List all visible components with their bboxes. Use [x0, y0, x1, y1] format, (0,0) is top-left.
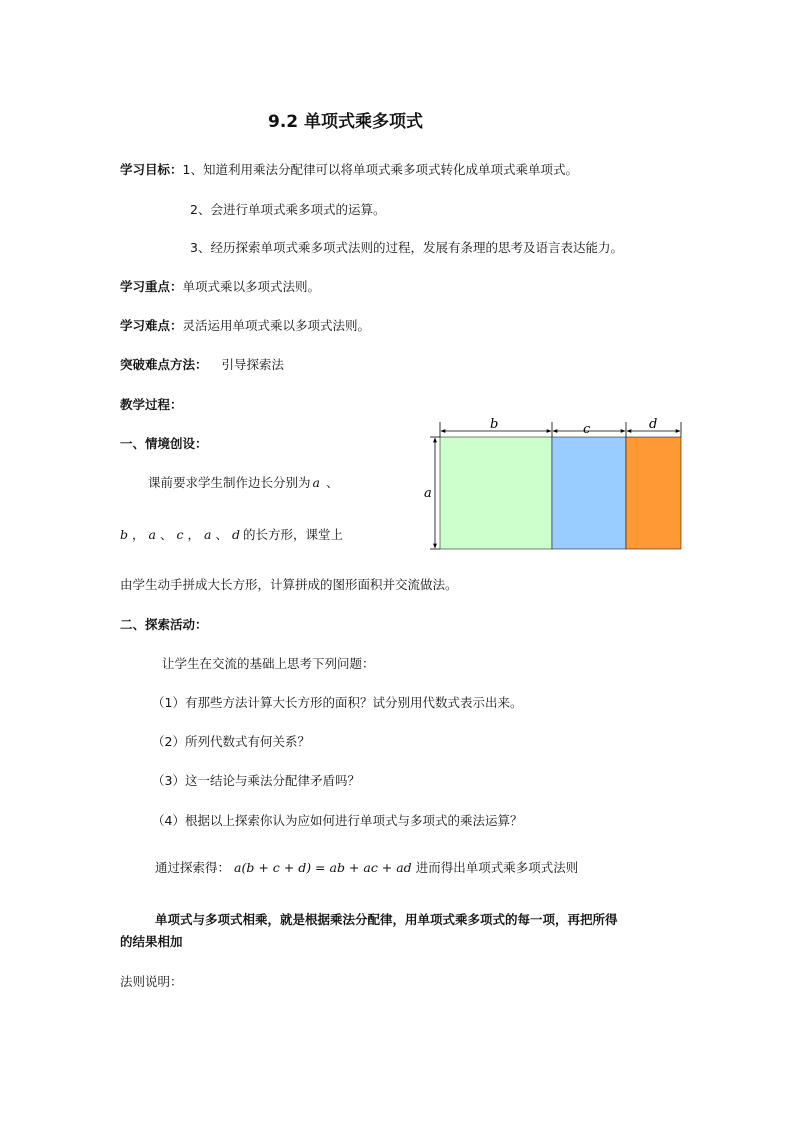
method-text: 引导探索法: [221, 357, 285, 372]
rule-line-2: 的结果相加: [120, 934, 183, 949]
key-point-line: [120, 279, 320, 295]
variable-a: a: [312, 475, 320, 490]
section1-paragraph-line-2: [120, 527, 343, 543]
objective-item: 2、会进行单项式乘多项式的运算。: [190, 202, 386, 217]
objectives-label: 学习目标：: [120, 162, 183, 177]
conclusion-prefix: 通过探索得：: [155, 860, 231, 875]
rect-b: [440, 437, 552, 549]
conclusion-suffix: 进而得出单项式乘多项式法则: [415, 860, 579, 875]
label-a: a: [424, 486, 432, 501]
method-label: 突破难点方法：: [120, 357, 208, 372]
question-item: （3）这一结论与乘法分配律矛盾吗？: [152, 773, 360, 788]
separator: ，: [187, 527, 201, 542]
section1-paragraph-line-3: 由学生动手拼成大长方形，计算拼成的图形面积并交流做法。: [120, 577, 458, 592]
page-title: 9.2 单项式乘多项式: [268, 112, 424, 132]
variable-d: d: [232, 527, 241, 542]
difficulty-label: 学习难点：: [120, 318, 183, 333]
difficulty-text: 灵活运用单项式乘以多项式法则。: [182, 318, 371, 333]
objectives-line-1: [120, 162, 578, 178]
variable-c: c: [176, 527, 184, 542]
distributive-formula: a(b + c + d) = ab + ac + ad: [234, 860, 412, 875]
method-line: [120, 357, 284, 373]
rule-line-1: 单项式与多项式相乘，就是根据乘法分配律，用单项式乘多项式的每一项，再把所得: [155, 912, 618, 927]
question-item: （4）根据以上探索你认为应如何进行单项式与多项式的乘法运算？: [152, 813, 523, 828]
separator: 、: [215, 527, 228, 542]
question-item: （2）所列代数式有何关系？: [152, 734, 310, 749]
process-label: 教学过程：: [120, 397, 183, 412]
section1-text: 课前要求学生制作边长分别为: [148, 475, 311, 490]
separator: 、: [325, 475, 339, 490]
variable-b: b: [120, 527, 129, 542]
section1-text: 的长方形，课堂上: [243, 527, 344, 542]
conclusion-line: [155, 860, 578, 876]
key-point-label: 学习重点：: [120, 279, 183, 294]
rect-d: [626, 437, 681, 549]
separator: 、: [159, 527, 173, 542]
label-c: c: [583, 422, 591, 437]
rule-note: 法则说明：: [120, 974, 183, 989]
key-point-text: 单项式乘以多项式法则。: [182, 279, 321, 294]
section1-heading: 一、情境创设：: [120, 436, 208, 451]
question-item: （1）有那些方法计算大长方形的面积？试分别用代数式表示出来。: [152, 695, 523, 710]
variable-a: a: [204, 527, 212, 542]
rect-c: [552, 437, 626, 549]
objective-item: 1、知道利用乘法分配律可以将单项式乘多项式转化成单项式乘单项式。: [182, 162, 578, 177]
section2-heading: 二、探索活动：: [120, 617, 208, 632]
variable-a: a: [148, 527, 156, 542]
section2-intro: 让学生在交流的基础上思考下列问题：: [162, 656, 375, 671]
label-b: b: [490, 417, 499, 432]
difficulty-line: [120, 318, 370, 334]
section1-paragraph-line-1: [148, 475, 338, 491]
objective-item: 3、经历探索单项式乘多项式法则的过程，发展有条理的思考及语言表达能力。: [190, 240, 623, 255]
separator: ，: [132, 527, 145, 542]
rectangle-figure: [420, 412, 700, 562]
label-d: d: [649, 417, 658, 432]
